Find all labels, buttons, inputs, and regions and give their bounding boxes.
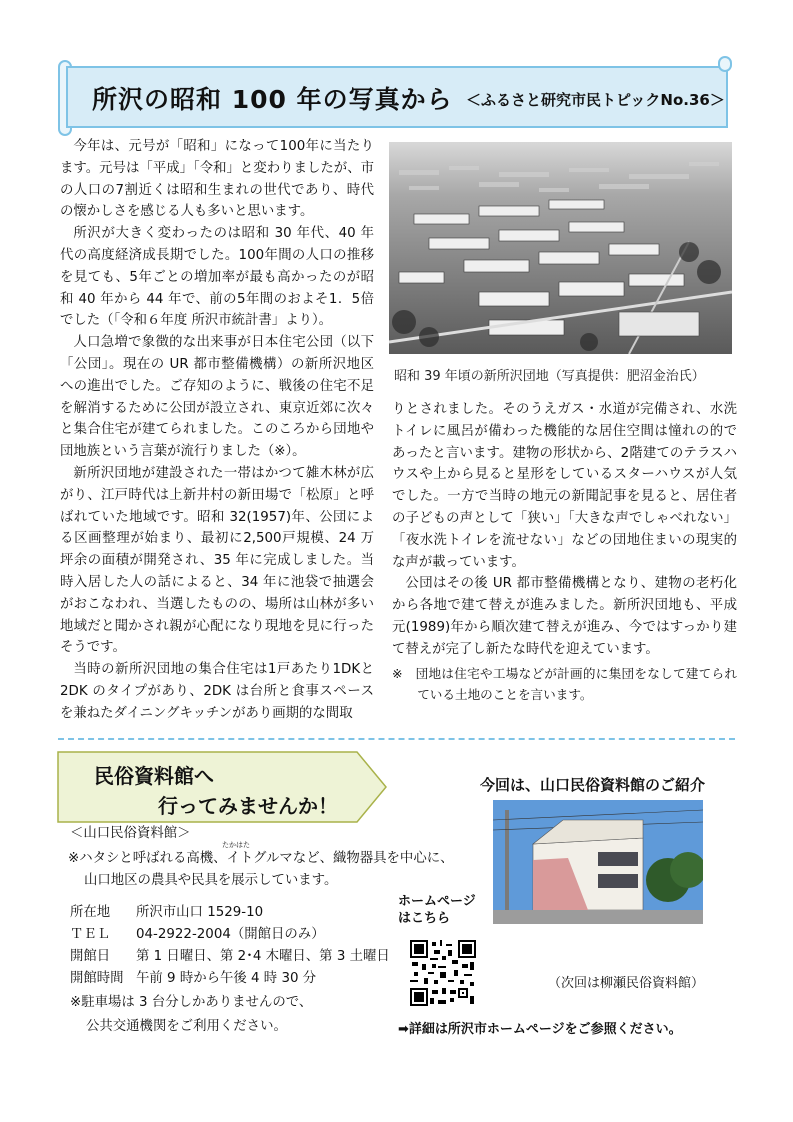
museum-description-line2: 山口地区の農具や民具を展示しています。: [84, 873, 338, 888]
open-days-label: 開館日: [70, 949, 111, 964]
museum-name: ＜山口民俗資料館＞: [70, 826, 191, 841]
homepage-label-line2: はこちら: [398, 911, 451, 926]
museum-photo-image: [493, 800, 703, 924]
museum-tag-line2: 行ってみませんか！: [158, 794, 338, 818]
aerial-photo-shinTokorozawa-danchi: [389, 142, 732, 354]
museum-hours-row: [70, 968, 316, 989]
next-issue-note: （次回は柳瀬民俗資料館）: [548, 976, 705, 991]
article-paragraph: 新所沢団地が建設された一帯はかつて雑木林が広がり、江戸時代は上新井村の新田場で「松原」と呼ばれていた地域です。昭和 32(1957)年、公団による区画整理が始まり、最初に2,500戸規模、24 万坪余の面積が開発され、35 年に完成しました。当時入居した人の話によると、34 年に池袋で抽選会がおこなわれ、当選したものの、場所は山林が多い地域だと聞かされ親が心配になり現地を見に行ったそうです。: [60, 465, 374, 656]
museum-intro-heading: 今回は、山口民俗資料館のご紹介: [480, 776, 706, 794]
aerial-photo-image: [389, 142, 732, 354]
museum-description-line1: [68, 848, 454, 869]
address-label: 所在地: [70, 905, 111, 920]
homepage-label-line1: ホームページ: [398, 894, 476, 909]
museum-tag-line1: 民俗資料館へ: [94, 764, 214, 788]
museum-ruby-takahata: たかはた: [222, 841, 250, 849]
homepage-label: [398, 893, 476, 927]
museum-tel-row: [70, 924, 325, 945]
section-divider: [58, 738, 735, 740]
parking-note-line2: 公共交通機関をご利用ください。: [86, 1019, 287, 1034]
tel-value: 04-2922-2004（開館日のみ）: [136, 927, 325, 942]
tel-label: ＴＥＬ: [70, 927, 111, 942]
article-paragraph: 当時の新所沢団地の集合住宅は1戸あたり1DKと2DK のタイプがあり、2DK は台所と食事スペースを兼ねたダイニングキッチンがあり画期的な間取: [60, 662, 374, 721]
article-paragraph: りとされました。そのうえガス・水道が完備され、水洗トイレに風呂が備わった機能的な居住空間は憧れの的であったと言います。建物の形状から、2階建てのテラスハウスや上から見ると星形をしているスターハウスが人気でした。一方で当時の地元の新聞記事を見ると、居住者の子どもの声として「狭い」「大きな声でしゃべれない」「夜水洗トイレを流せない」などの団地住まいの現実的な声が載っています。: [392, 402, 737, 570]
museum-open-days-row: [70, 946, 390, 967]
museum-building-photo: [493, 800, 703, 924]
address-value: 所沢市山口 1529-10: [136, 905, 264, 920]
article-left-column: [60, 136, 374, 725]
article-right-column: [392, 399, 737, 705]
article-paragraph: 人口急増で象徴的な出来事が日本住宅公団（以下「公団」。現在の UR 都市整備機構）の新所沢地区への進出でした。ご存知のように、戦後の住宅不足を解消するために公団が設立され、東京近郊に次々と集合住宅が建てられました。このころから団地や団地族という言葉が流行りました（※）。: [60, 335, 374, 460]
article-paragraph: 公団はその後 UR 都市整備機構となり、建物の老朽化から各地で建て替えが進みました。新所沢団地も、平成元(1989)年から順次建て替えが進み、今ではすっかり建て替えが完了し新たな時代を迎えています。: [392, 576, 737, 657]
banner-scroll-curl-right: [718, 56, 732, 72]
article-paragraph: 今年は、元号が「昭和」になって100年に当たります。元号は「平成」「令和」と変わりましたが、市の人口の7割近くは昭和生まれの世代であり、時代の懐かしさを感じる人も多いと思います。: [60, 139, 374, 220]
museum-description-text: ※ハタシと呼ばれる高機、イトグルマなど、織物器具を中心に、: [68, 851, 454, 866]
hours-label: 開館時間: [70, 971, 124, 986]
page-subtitle: ＜ふるさと研究市民トピックNo.36＞: [466, 91, 725, 109]
article-footnote: ※ 団地は住宅や工場などが計画的に集団をなして建てられている土地のことを言います。: [392, 665, 737, 702]
hours-value: 午前 9 時から午後 4 時 30 分: [136, 971, 317, 986]
parking-note-line1: ※駐車場は 3 台分しかありませんので、: [70, 995, 313, 1010]
museum-address-row: [70, 902, 263, 923]
homepage-qr-code[interactable]: [410, 940, 476, 1006]
article-paragraph: 所沢が大きく変わったのは昭和 30 年代、40 年代の高度経済成長期でした。100年間の人口の推移を見ても、5年ごとの増加率が最も高かったのが昭和 40 年から 44 年で、前の5年間のおよそ1．5倍でした（「令和６年度 所沢市統計書」より）。: [60, 226, 374, 329]
open-days-value: 第 1 日曜日、第 2･4 木曜日、第 3 土曜日: [136, 949, 390, 964]
page-title: 所沢の昭和 100 年の写真から: [92, 85, 453, 114]
details-reference-note: ➡詳細は所沢市ホームページをご参照ください。: [398, 1022, 682, 1037]
aerial-photo-caption: 昭和 39 年頃の新所沢団地（写真提供：肥沼金治氏）: [394, 369, 705, 384]
